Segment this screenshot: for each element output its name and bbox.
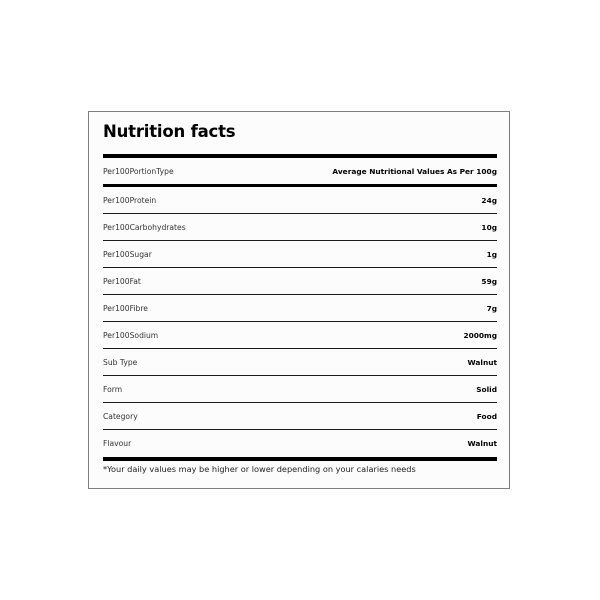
table-row-protein (103, 187, 497, 214)
nutrition-table (103, 158, 497, 456)
table-row-fat (103, 268, 497, 295)
footnote: *Your daily values may be higher or lower depending on your calaries needs (103, 464, 416, 474)
table-row-carbohydrates (103, 214, 497, 241)
table-row-fibre (103, 295, 497, 322)
row-label: Per100Fibre (103, 303, 148, 313)
row-value: Food (476, 411, 497, 421)
nutrition-facts-title: Nutrition facts (103, 122, 236, 141)
row-label: Per100PortionType (103, 166, 174, 176)
table-row-sugar (103, 241, 497, 268)
nutrition-facts-panel (88, 111, 510, 489)
row-label: Per100Fat (103, 276, 141, 286)
row-value: Solid (476, 384, 497, 394)
row-value: 24g (481, 195, 497, 205)
row-value: Walnut (467, 438, 497, 448)
row-value: 59g (481, 276, 497, 286)
table-row-flavour (103, 430, 497, 456)
table-row-form (103, 376, 497, 403)
row-value: 7g (486, 303, 497, 313)
row-label: Sub Type (103, 357, 138, 367)
row-label: Flavour (103, 438, 132, 448)
row-label: Per100Protein (103, 195, 157, 205)
row-label: Category (103, 411, 138, 421)
bottom-divider (103, 457, 497, 461)
row-label: Per100Sugar (103, 249, 152, 259)
row-value: 1g (486, 249, 497, 259)
row-label: Form (103, 384, 123, 394)
row-value: 10g (481, 222, 497, 232)
table-row-sodium (103, 322, 497, 349)
table-row-category (103, 403, 497, 430)
table-row-portion-type (103, 158, 497, 187)
table-row-sub-type (103, 349, 497, 376)
row-value: Average Nutritional Values As Per 100g (332, 166, 497, 176)
row-label: Per100Sodium (103, 330, 159, 340)
row-value: Walnut (467, 357, 497, 367)
row-value: 2000mg (463, 330, 497, 340)
row-label: Per100Carbohydrates (103, 222, 186, 232)
